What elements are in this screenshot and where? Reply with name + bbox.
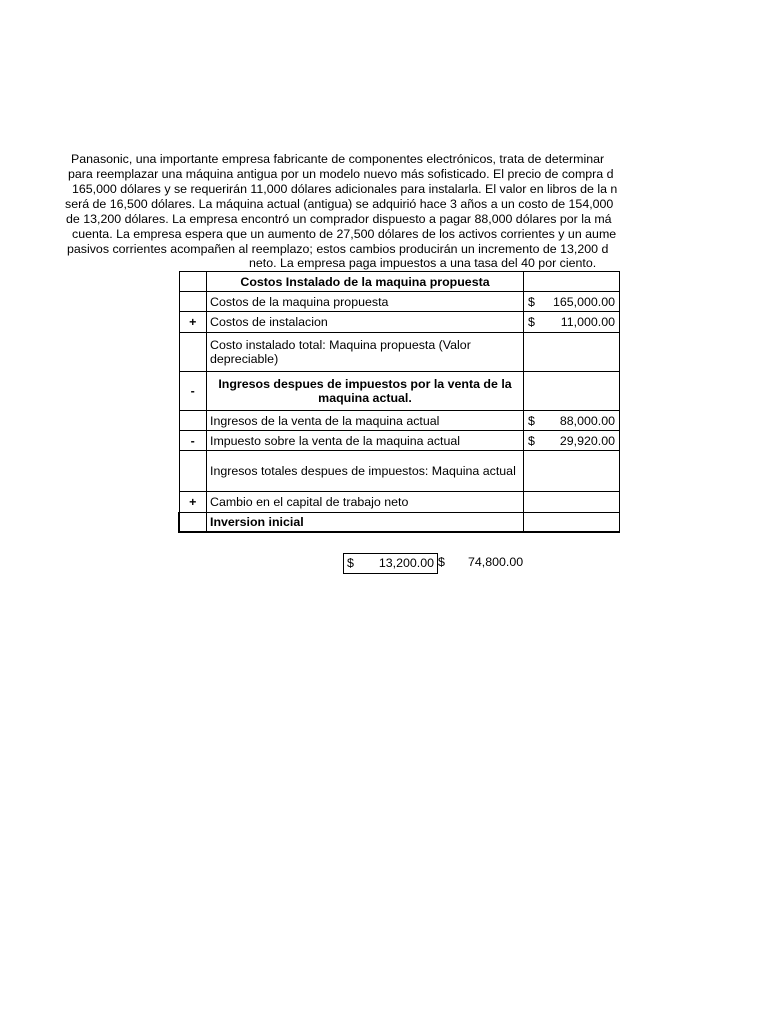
value-cell[interactable]	[524, 333, 620, 372]
statement-line: será de 16,500 dólares. La máquina actual (antigua) se adquirió hace 3 años a un costo de 154,000	[65, 197, 614, 211]
row-label[interactable]: Ingresos despues de impuestos por la venta de la maquina actual.	[207, 372, 524, 411]
value-cell[interactable]	[524, 513, 620, 533]
currency-symbol: $	[528, 294, 535, 309]
value-cell[interactable]	[524, 411, 620, 431]
problem-statement	[0, 152, 623, 272]
amount: 11,000.00	[560, 315, 615, 329]
row-label[interactable]: Impuesto sobre la venta de la maquina actual	[207, 431, 524, 451]
value-cell[interactable]	[524, 272, 620, 292]
op-cell[interactable]: -	[179, 431, 207, 451]
amount: 74,800.00	[468, 555, 524, 569]
op-cell[interactable]	[179, 292, 207, 312]
value-cell[interactable]	[524, 312, 620, 333]
value-cell[interactable]	[524, 372, 620, 411]
amount: 13,200.00	[378, 556, 434, 570]
statement-line: pasivos corrientes acompañen al reemplazo; estos cambios producirán un incremento de 13,200 d	[67, 242, 609, 256]
currency-symbol: $	[528, 413, 535, 428]
statement-line: cuenta. La empresa espera que un aumento de 27,500 dólares de los activos corrientes y un aume	[72, 227, 617, 241]
amount: 165,000.00	[552, 294, 615, 309]
statement-line: de 13,200 dólares. La empresa encontró un comprador dispuesto a pagar 88,000 dólares por la má	[66, 212, 612, 226]
currency-symbol: $	[438, 555, 445, 569]
op-cell[interactable]: +	[179, 312, 207, 333]
working-capital-cell[interactable]	[343, 553, 438, 574]
statement-line: Panasonic, una importante empresa fabricante de componentes electrónicos, trata de determinar	[71, 152, 605, 166]
row-label[interactable]: Cambio en el capital de trabajo neto	[207, 492, 524, 513]
currency-symbol: $	[528, 315, 535, 329]
statement-line: para reemplazar una máquina antigua por un modelo nuevo más sofisticado. El precio de compra d	[68, 167, 614, 181]
amount: 29,920.00	[559, 433, 615, 448]
investment-table	[178, 271, 620, 533]
row-label[interactable]: Costos de la maquina propuesta	[207, 292, 524, 312]
row-label[interactable]: Ingresos totales despues de impuestos: Maquina actual	[207, 451, 524, 492]
adjacent-value-cell[interactable]	[438, 553, 528, 572]
row-label[interactable]: Ingresos de la venta de la maquina actual	[207, 411, 524, 431]
op-cell[interactable]	[179, 272, 207, 292]
row-label[interactable]: Inversion inicial	[207, 513, 524, 533]
op-cell[interactable]	[179, 333, 207, 372]
row-label[interactable]: Costo instalado total: Maquina propuesta (Valor depreciable)	[207, 333, 524, 372]
statement-line: 165,000 dólares y se requerirán 11,000 dólares adicionales para instalarla. El valor en libros de la n	[72, 182, 618, 196]
value-cell[interactable]	[524, 451, 620, 492]
row-label[interactable]: Costos de instalacion	[207, 312, 524, 333]
amount: 88,000.00	[559, 413, 615, 428]
value-cell[interactable]	[524, 431, 620, 451]
value-cell[interactable]	[524, 492, 620, 513]
value-cell[interactable]	[524, 292, 620, 312]
op-cell[interactable]	[179, 451, 207, 492]
statement-line: neto. La empresa paga impuestos a una tasa del 40 por ciento.	[249, 256, 597, 270]
table-title[interactable]: Costos Instalado de la maquina propuesta	[207, 272, 524, 292]
op-cell[interactable]: +	[179, 492, 207, 513]
op-cell[interactable]: -	[179, 372, 207, 411]
currency-symbol: $	[528, 433, 535, 448]
op-cell[interactable]	[179, 513, 207, 533]
op-cell[interactable]	[179, 411, 207, 431]
currency-symbol: $	[347, 556, 354, 570]
